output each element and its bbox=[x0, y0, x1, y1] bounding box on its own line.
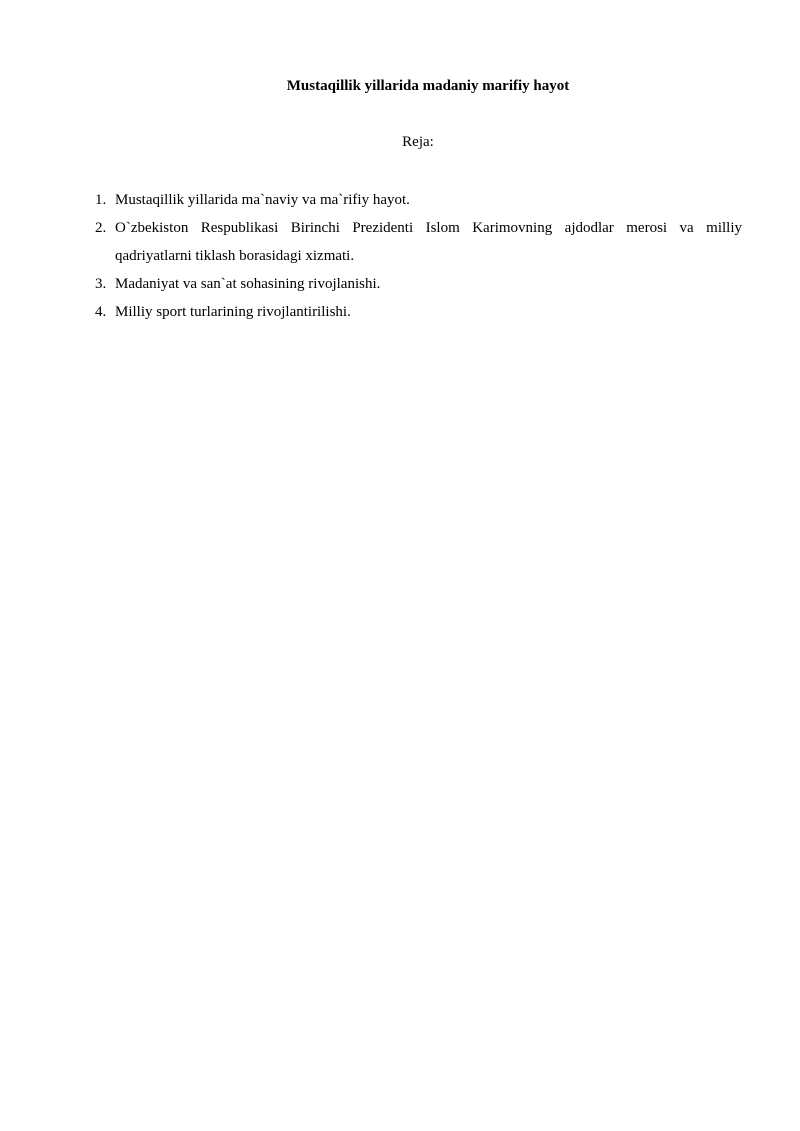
plan-item-text: Milliy sport turlarining rivojlantirilishi. bbox=[115, 304, 351, 320]
plan-item-text: Madaniyat va san`at sohasining rivojlanishi. bbox=[115, 276, 381, 292]
plan-item-1 bbox=[95, 186, 742, 214]
plan-list bbox=[95, 186, 742, 326]
plan-item-number: 1. bbox=[95, 192, 107, 208]
plan-heading: Reja: bbox=[402, 134, 434, 150]
plan-item-3 bbox=[95, 270, 742, 298]
plan-item-number: 2. bbox=[95, 220, 107, 236]
plan-item-number: 4. bbox=[95, 304, 107, 320]
plan-item-4 bbox=[95, 298, 742, 326]
plan-item-text: O`zbekiston Respublikasi Birinchi Prezidenti Islom Karimovning ajdodlar merosi va milliy qadriyatlarni tiklash borasidagi xizmati. bbox=[115, 220, 742, 264]
plan-item-text: Mustaqillik yillarida ma`naviy va ma`rifiy hayot. bbox=[115, 192, 410, 208]
document-title: Mustaqillik yillarida madaniy marifiy hayot bbox=[286, 78, 570, 94]
plan-item-2 bbox=[95, 214, 742, 270]
plan-item-number: 3. bbox=[95, 276, 107, 292]
